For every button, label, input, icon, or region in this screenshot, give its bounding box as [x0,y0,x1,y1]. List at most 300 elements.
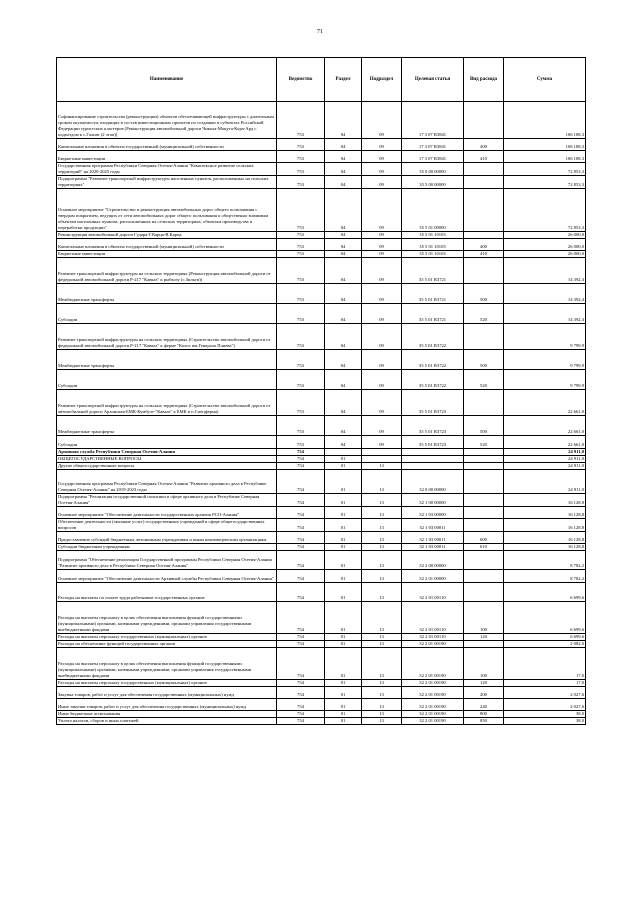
table-row [57,718,586,725]
cell-section: 01 [325,532,362,544]
table-row [57,583,586,602]
cell-target-article: 35 5 01 R3721 [402,284,464,304]
cell-target-article: 32 2 01 00190 [402,718,464,725]
cell-target-article: 35 5 01 R3722 [402,350,464,370]
cell-section: 01 [325,641,362,648]
cell-subsection: 13 [362,634,402,641]
cell-amount: 8 782,2 [504,551,586,570]
cell-target-article: 32 2 01 00190 [402,641,464,648]
cell-subsection: 09 [362,139,402,151]
cell-name: Субсидии [57,304,277,324]
cell-target-article: 32 2 00 00000 [402,551,464,570]
cell-subsection [362,456,402,463]
cell-subsection: 13 [362,570,402,583]
cell-target-article: 35 5 01 R3721 [402,304,464,324]
cell-name: Подпрограмма "Развитие транспортной инфраструктуры населенных пунктов, расположенных на сельских территориях" [57,176,277,189]
cell-expense-type [464,519,504,532]
cell-department: 754 [277,570,325,583]
cell-expense-type: 600 [464,532,504,544]
cell-subsection: 09 [362,239,402,251]
cell-section: 04 [325,102,362,139]
cell-name: Развитие транспортной инфраструктуры на сельских территориях (Реконструкция автомобильной дороги от федеральной автомобильной дороги Р-217 "Кавказ" к рыбхозу (с.Зильги)) [57,258,277,284]
cell-subsection: 09 [362,416,402,436]
cell-name: Архивная служба Республики Северная Осетия-Алания [57,449,277,456]
cell-target-article: 32 2 01 00190 [402,680,464,687]
cell-subsection: 09 [362,370,402,390]
cell-amount: 22 661,0 [504,416,586,436]
cell-expense-type [464,163,504,176]
cell-target-article: 35 5 01 10103 [402,232,464,239]
cell-name: Субсидии бюджетным учреждениям [57,544,277,551]
table-row [57,532,586,544]
cell-amount: 9 799,9 [504,350,586,370]
cell-name: Расходы на выплаты персоналу в целях обеспечения выполнения функций государственными (муниципальными) органами, казенными учреждениями, органами управления государственными внебюджетными фондами [57,602,277,634]
cell-subsection: 09 [362,232,402,239]
cell-target-article: 17 3 07 R3841 [402,139,464,151]
cell-target-article: 35 5 01 00000 [402,189,464,232]
table-row [57,151,586,163]
cell-department: 753 [277,416,325,436]
cell-subsection: 09 [362,258,402,284]
header-subsection: Подраздел [362,58,402,102]
cell-amount: 38,0 [504,718,586,725]
cell-department: 753 [277,258,325,284]
cell-target-article: 32 2 01 00110 [402,602,464,634]
cell-amount: 72 853,3 [504,176,586,189]
cell-target-article [402,456,464,463]
cell-expense-type: 100 [464,648,504,680]
table-row [57,350,586,370]
cell-expense-type [464,641,504,648]
cell-name: Субсидии [57,370,277,390]
cell-expense-type [464,324,504,350]
cell-amount: 72 853,3 [504,163,586,176]
cell-section: 01 [325,544,362,551]
cell-amount: 6 699,6 [504,602,586,634]
cell-amount: 16 128,8 [504,507,586,519]
cell-department: 754 [277,494,325,507]
cell-subsection: 13 [362,551,402,570]
cell-amount: 14 392,4 [504,258,586,284]
cell-expense-type [464,189,504,232]
cell-expense-type: 500 [464,350,504,370]
cell-subsection: 13 [362,507,402,519]
cell-department: 754 [277,648,325,680]
cell-name: Расходы на обеспечение функций государственных органов [57,641,277,648]
cell-department: 753 [277,232,325,239]
table-row [57,544,586,551]
cell-section: 04 [325,390,362,416]
cell-target-article [402,463,464,470]
cell-department: 754 [277,470,325,494]
cell-expense-type [464,449,504,456]
cell-expense-type: 400 [464,239,504,251]
cell-section: 01 [325,507,362,519]
cell-target-article: 35 5 01 R3722 [402,370,464,390]
cell-amount: 2 027,6 [504,687,586,699]
cell-subsection: 09 [362,251,402,258]
cell-amount: 38,0 [504,711,586,718]
table-row [57,456,586,463]
cell-target-article: 32 1 03 00011 [402,519,464,532]
cell-section: 01 [325,634,362,641]
cell-target-article: 32 2 01 00000 [402,570,464,583]
cell-department: 753 [277,390,325,416]
cell-target-article: 35 5 01 R3721 [402,258,464,284]
cell-amount: 14 392,4 [504,284,586,304]
cell-target-article: 32 1 03 00011 [402,544,464,551]
cell-subsection: 09 [362,189,402,232]
table-row [57,139,586,151]
cell-target-article: 32 1 03 00011 [402,532,464,544]
cell-subsection: 13 [362,648,402,680]
cell-target-article: 35 5 01 R3723 [402,390,464,416]
table-row [57,519,586,532]
table-header-row [57,58,586,102]
cell-target-article: 32 2 01 00190 [402,699,464,711]
cell-amount: 16 128,8 [504,519,586,532]
cell-amount: 2 082,6 [504,641,586,648]
cell-target-article: 32 1 00 00000 [402,494,464,507]
cell-section: 01 [325,687,362,699]
cell-amount: 9 799,9 [504,324,586,350]
cell-expense-type: 410 [464,151,504,163]
cell-subsection: 13 [362,711,402,718]
cell-amount: 106 188,3 [504,151,586,163]
table-row [57,602,586,634]
cell-expense-type [464,494,504,507]
cell-section: 04 [325,324,362,350]
cell-subsection: 13 [362,470,402,494]
cell-department: 753 [277,324,325,350]
cell-expense-type: 520 [464,304,504,324]
cell-amount: 16 128,8 [504,532,586,544]
cell-expense-type [464,456,504,463]
cell-name: Расходы на выплаты по оплате труда работников государственных органов [57,583,277,602]
cell-expense-type [464,390,504,416]
cell-subsection: 09 [362,176,402,189]
table-row [57,680,586,687]
table-row [57,699,586,711]
cell-section: 01 [325,711,362,718]
cell-section: 01 [325,680,362,687]
cell-department: 753 [277,176,325,189]
cell-department: 754 [277,602,325,634]
cell-expense-type: 120 [464,634,504,641]
cell-amount: 26 000,0 [504,232,586,239]
cell-department: 754 [277,634,325,641]
cell-name: Субсидии [57,436,277,449]
cell-section: 04 [325,176,362,189]
cell-expense-type: 850 [464,718,504,725]
cell-name: Межбюджетные трансферты [57,284,277,304]
cell-expense-type [464,470,504,494]
table-row [57,463,586,470]
cell-department: 754 [277,711,325,718]
cell-section: 01 [325,583,362,602]
cell-section: 04 [325,139,362,151]
cell-amount: 24 911,0 [504,470,586,494]
cell-name: ОБЩЕГОСУДАРСТВЕННЫЕ ВОПРОСЫ [57,456,277,463]
table-row [57,239,586,251]
cell-target-article: 35 5 01 10103 [402,239,464,251]
cell-name: Закупка товаров, работ и услуг для обеспечения государственных (муниципальных) нужд [57,687,277,699]
cell-subsection: 09 [362,284,402,304]
cell-amount: 22 661,0 [504,436,586,449]
cell-department: 753 [277,239,325,251]
table-body [57,102,586,725]
table-row [57,416,586,436]
cell-name: Реконструкция автомобильной дороги Гудара-Г.Карца-В.Карца [57,232,277,239]
cell-target-article: 32 0 00 00000 [402,470,464,494]
table-row [57,370,586,390]
cell-amount: 26 000,0 [504,251,586,258]
table-row [57,551,586,570]
cell-department: 754 [277,687,325,699]
cell-amount: 17,0 [504,680,586,687]
cell-department: 754 [277,718,325,725]
cell-name: Иные бюджетные ассигнования [57,711,277,718]
cell-amount: 8 782,2 [504,570,586,583]
header-target-article: Целевая статья [402,58,464,102]
table-row [57,163,586,176]
table-row [57,176,586,189]
table-row [57,251,586,258]
cell-section: 04 [325,189,362,232]
cell-name: Иные закупки товаров, работ и услуг для обеспечения государственных (муниципальных) нужд [57,699,277,711]
cell-amount: 24 911,0 [504,456,586,463]
cell-name: Предоставление субсидий бюджетным, автономным учреждениям и иным некоммерческим организациям [57,532,277,544]
cell-department: 754 [277,519,325,532]
cell-amount: 26 000,0 [504,239,586,251]
cell-subsection: 13 [362,544,402,551]
cell-section: 04 [325,304,362,324]
table-row [57,189,586,232]
table-row [57,470,586,494]
cell-expense-type: 200 [464,687,504,699]
cell-expense-type [464,551,504,570]
cell-expense-type: 500 [464,416,504,436]
cell-expense-type: 800 [464,711,504,718]
cell-amount: 24 911,0 [504,449,586,456]
cell-amount: 6 699,6 [504,634,586,641]
cell-expense-type: 240 [464,699,504,711]
table-row [57,570,586,583]
cell-subsection: 09 [362,151,402,163]
cell-amount: 22 661,0 [504,390,586,416]
cell-department: 754 [277,449,325,456]
cell-department: 754 [277,680,325,687]
cell-department: 754 [277,507,325,519]
cell-subsection: 09 [362,304,402,324]
cell-amount: 6 699,6 [504,583,586,602]
cell-expense-type [464,507,504,519]
table-row [57,304,586,324]
cell-subsection: 09 [362,102,402,139]
cell-target-article [402,449,464,456]
cell-section [325,449,362,456]
cell-name: Бюджетные инвестиции [57,251,277,258]
cell-name: Государственная программа Республики Северная Осетия-Алания "Комплексное развитие сельских территорий" на 2020-2025 годы [57,163,277,176]
cell-department: 753 [277,151,325,163]
cell-target-article: 32 2 01 00110 [402,634,464,641]
cell-subsection: 13 [362,641,402,648]
cell-name: Расходы на выплаты персоналу в целях обеспечения выполнения функций государственными (муниципальными) органами, казенными учреждениями, органами управления государственными внебюджетными фондами [57,648,277,680]
cell-expense-type [464,463,504,470]
cell-section: 01 [325,602,362,634]
cell-expense-type: 100 [464,602,504,634]
cell-name: Обеспечение деятельности (оказание услуг) государственных учреждений в сфере общегосударственных вопросов [57,519,277,532]
table-row [57,711,586,718]
cell-subsection: 09 [362,163,402,176]
cell-amount: 106 188,3 [504,139,586,151]
cell-target-article: 35 5 01 10103 [402,251,464,258]
cell-section: 04 [325,416,362,436]
cell-amount: 72 853,3 [504,189,586,232]
cell-name: Основное мероприятие "Строительство и реконструкция автомобильных дорог общего пользования с твердым покрытием, ведущих от сети автомобильных дорог общего пользования к общественно значимым объектам населенных пунктов, расположенных на сельских территориях, объектам производства и переработки продукции" [57,189,277,232]
cell-target-article: 17 3 07 R3841 [402,102,464,139]
cell-department: 753 [277,436,325,449]
cell-amount: 16 128,8 [504,494,586,507]
cell-section: 04 [325,251,362,258]
cell-amount: 2 027,6 [504,699,586,711]
table-row [57,436,586,449]
cell-target-article: 35 5 01 R3723 [402,436,464,449]
cell-name: Государственная программа Республики Северная Осетия-Алания "Развитие архивного дела в Республике Северная Осетия-Алания" на 2019-2023 годы [57,470,277,494]
cell-expense-type: 400 [464,139,504,151]
cell-target-article: 32 2 01 00190 [402,711,464,718]
cell-target-article: 32 1 03 00000 [402,507,464,519]
cell-department: 754 [277,551,325,570]
cell-target-article: 17 3 07 R3841 [402,151,464,163]
header-expense-type: Вид расхода [464,58,504,102]
cell-target-article: 35 5 01 R3722 [402,324,464,350]
cell-subsection: 13 [362,532,402,544]
cell-department: 753 [277,251,325,258]
cell-section: 04 [325,239,362,251]
cell-department: 754 [277,641,325,648]
cell-target-article: 32 2 01 00110 [402,583,464,602]
cell-name: Бюджетные инвестиции [57,151,277,163]
cell-department: 753 [277,139,325,151]
table-row [57,494,586,507]
cell-section: 04 [325,436,362,449]
cell-target-article: 32 2 01 00190 [402,687,464,699]
cell-expense-type: 500 [464,284,504,304]
cell-amount: 17,0 [504,648,586,680]
table-row [57,232,586,239]
cell-department: 753 [277,284,325,304]
cell-name: Основное мероприятие "Обеспечение деятельности Архивной службы Республики Северная Осетия-Алания" [57,570,277,583]
cell-section: 01 [325,456,362,463]
cell-section: 04 [325,258,362,284]
cell-expense-type: 520 [464,370,504,390]
cell-target-article: 35 5 01 R3723 [402,416,464,436]
cell-section: 01 [325,570,362,583]
cell-department: 754 [277,699,325,711]
table-row [57,449,586,456]
cell-amount: 24 911,0 [504,463,586,470]
header-name: Наименование [57,58,277,102]
cell-section: 01 [325,551,362,570]
cell-amount: 106 188,3 [504,102,586,139]
cell-name: Софинансирование строительства (реконструкции) объектов обеспечивающей инфраструктуры с длительным сроком окупаемости, входящих в состав инвестиционных проектов по созданию в субъектах Российской Федерации туристских кластеров (Реконструкция автомобильной дороги Чикола-Мацута-Кора-Ард с подъездом к с.Галиат (2 этап)) [57,102,277,139]
table-row [57,102,586,139]
header-amount: Сумма [504,58,586,102]
cell-department: 754 [277,456,325,463]
cell-name: Межбюджетные трансферты [57,350,277,370]
cell-section: 01 [325,648,362,680]
budget-table [56,57,586,725]
cell-amount: 16 128,8 [504,544,586,551]
cell-department: 754 [277,463,325,470]
cell-department: 753 [277,304,325,324]
cell-section: 04 [325,151,362,163]
header-section: Раздел [325,58,362,102]
page-number: 71 [317,29,323,35]
cell-subsection: 13 [362,519,402,532]
cell-subsection: 09 [362,324,402,350]
table-row [57,284,586,304]
cell-expense-type: 610 [464,544,504,551]
cell-section: 04 [325,350,362,370]
cell-subsection: 09 [362,350,402,370]
cell-subsection: 13 [362,699,402,711]
cell-department: 753 [277,370,325,390]
cell-section: 01 [325,463,362,470]
cell-name: Другие общегосударственные вопросы [57,463,277,470]
cell-department: 753 [277,189,325,232]
cell-section: 01 [325,494,362,507]
table-row [57,641,586,648]
cell-expense-type [464,570,504,583]
cell-subsection [362,449,402,456]
cell-subsection: 13 [362,494,402,507]
cell-subsection: 13 [362,463,402,470]
cell-subsection: 13 [362,680,402,687]
cell-expense-type [464,176,504,189]
cell-name: Развитие транспортной инфраструктуры на сельских территориях (Строительство автомобильной дороги от федеральной автомобильной дороги Р-217 "Кавказ" к ферме "Колос им.Генерала Плиева") [57,324,277,350]
cell-target-article: 35 0 00 00000 [402,163,464,176]
cell-subsection: 09 [362,436,402,449]
cell-department: 753 [277,102,325,139]
cell-expense-type [464,258,504,284]
cell-department: 753 [277,350,325,370]
table-row [57,687,586,699]
table-row [57,634,586,641]
cell-target-article: 35 5 00 00000 [402,176,464,189]
cell-section: 04 [325,284,362,304]
cell-expense-type: 520 [464,436,504,449]
cell-name: Межбюджетные трансферты [57,416,277,436]
cell-expense-type: 120 [464,680,504,687]
cell-section: 04 [325,232,362,239]
cell-section: 04 [325,370,362,390]
cell-department: 753 [277,163,325,176]
cell-amount: 9 799,9 [504,370,586,390]
table-row [57,507,586,519]
cell-section: 01 [325,699,362,711]
cell-subsection: 13 [362,687,402,699]
table-row [57,324,586,350]
cell-name: Уплата налогов, сборов и иных платежей [57,718,277,725]
cell-expense-type [464,583,504,602]
cell-section: 01 [325,718,362,725]
cell-amount: 14 392,4 [504,304,586,324]
table-row [57,648,586,680]
cell-subsection: 09 [362,390,402,416]
cell-subsection: 13 [362,718,402,725]
